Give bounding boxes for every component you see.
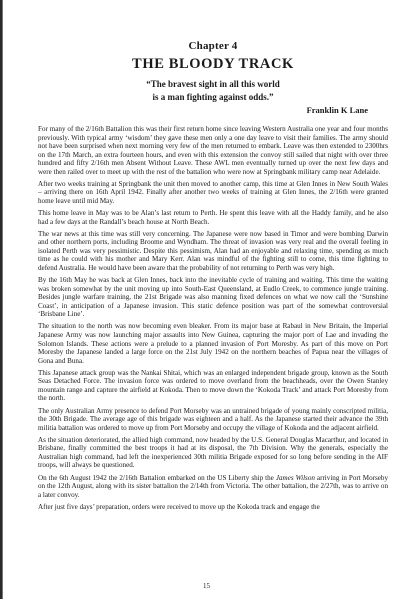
paragraph: The situation to the north was now becoming even bleaker. From its major base at Rabaul in New Britain, the Imperial Japanese Army was now launching major assaults into New Guinea, capturing the major port of Lae and invading the Solomon Islands. These actions were a prelude to a planned invasion of Port Moresby. As part of this move on Port Moresby the Japanese landed a large force on the 21st July 1942 on the northern beaches of Papua near the villages of Gona and Buna. <box>38 322 388 365</box>
paragraph: After just five days’ preparation, orders were received to move up the Kokoda track and engage the <box>38 502 320 511</box>
paragraph: After two weeks training at Springbank the unit then moved to another camp, this time at Glen Innes in New South Wales – arriving there on 16th April 1942. Finally after another two weeks of training at Glen Innes, the 2/16th were granted home leave until mid May. <box>38 179 388 205</box>
chapter-number: Chapter 4 <box>188 40 238 52</box>
paragraph: The war news at this time was still very concerning. The Japanese were now based in Timor and were bombing Darwin and other northern ports, including Broome and Wyndham. The threat of invasion was very real and the overall feeling in isolated Perth was very pessimistic. Despite this pessimism, Alan had an enjoyable and relaxing time, spending as much time as he could with his mother and Mary Kerr. Alan was mindful of the fighting still to come, this time fighting to defend Australia. He would have been aware that the probability of not returning to Perth was very high. <box>38 229 388 272</box>
paragraph: On the 6th August 1942 the 2/16th Battalion embarked on the US Liberty ship the James Wilson arriving in Port Morseby on the 12th August, along with its sister battalion the 2/14th from Victoria. The other battalion, the 2/27th, was to arrive on a later convoy. <box>38 473 388 499</box>
epigraph-line-2: is a man fighting against odds.” <box>152 92 274 102</box>
paragraph: This Japanese attack group was the Nankai Shitai, which was an enlarged independent brigade group, known as the South Seas Detached Force. The invasion force was ordered to move overland from the beachheads, over the Owen Stanley mountain range and capture the airfield at Kokoda. Then to move down the ‘Kokoda Track’ and attack Port Moresby from the north. <box>38 368 388 403</box>
paragraph: This home leave in May was to be Alan’s last return to Perth. He spent this leave with all the Haddy family, and he also had a few days at the Randall’s beach house at North Beach. <box>38 209 388 226</box>
epigraph-author: Franklin K Lane <box>306 105 368 115</box>
italic-text: James Wilson <box>275 473 315 482</box>
epigraph <box>38 79 388 115</box>
epigraph-line-1: “The bravest sight in all this world <box>146 79 280 89</box>
paragraph: For many of the 2/16th Battalion this was their first return home since leaving Western Australia one year and four months previously. With typical army ‘wisdom’ they gave these men only a one day leave to visit their families. The army should not have been surprised when next morning very few of the men returned to embark. Leave was then extended to 2300hrs on the 17th March, an extra fourteen hours, and even with this extension the convoy still sailed that night with over three hundred and fifty 2/16th men Absent Without Leave. These AWL men eventually turned up over the next few days and were then railed over to meet up with the rest of the battalion who were now at Springbank military camp near Adelaide. <box>38 125 388 176</box>
page-content <box>38 40 388 515</box>
binding-edge <box>0 0 6 599</box>
page-number: 15 <box>203 582 210 590</box>
body-text <box>38 125 388 511</box>
chapter-title: THE BLOODY TRACK <box>132 56 294 72</box>
paragraph: The only Australian Army presence to defend Port Morseby was an untrained brigade of young mainly conscripted militia, the 30th Brigade. The average age of this brigade was eighteen and a half. As the Japanese started their advance the 39th militia battalion was ordered to move up from Port Morseby and occupy the village of Kokoda and the adjacent airfield. <box>38 406 388 432</box>
paragraph: As the situation deteriorated, the allied high command, now headed by the U.S. General Douglas Macarthur, and located in Brisbane, finally committed the best troops it had at its disposal, the 7th Division. Why the generals, especially the Australian high command, had left the inexperienced 30th militia Brigade exposed for so long before sending in the AIF troops, will always be questioned. <box>38 435 388 470</box>
paragraph: By the 16th May he was back at Glen Innes, back into the inevitable cycle of training and waiting. This time the waiting was broken somewhat by the unit moving up into South-East Queensland, at Eudlo Creek, to commence jungle training. Besides jungle warfare training, the 21st Brigade was also manning fixed defences on what we now call the ‘Sunshine Coast’, in anticipation of a Japanese invasion. This static defence position was part of the somewhat controversial ‘Brisbane Line’. <box>38 276 388 319</box>
